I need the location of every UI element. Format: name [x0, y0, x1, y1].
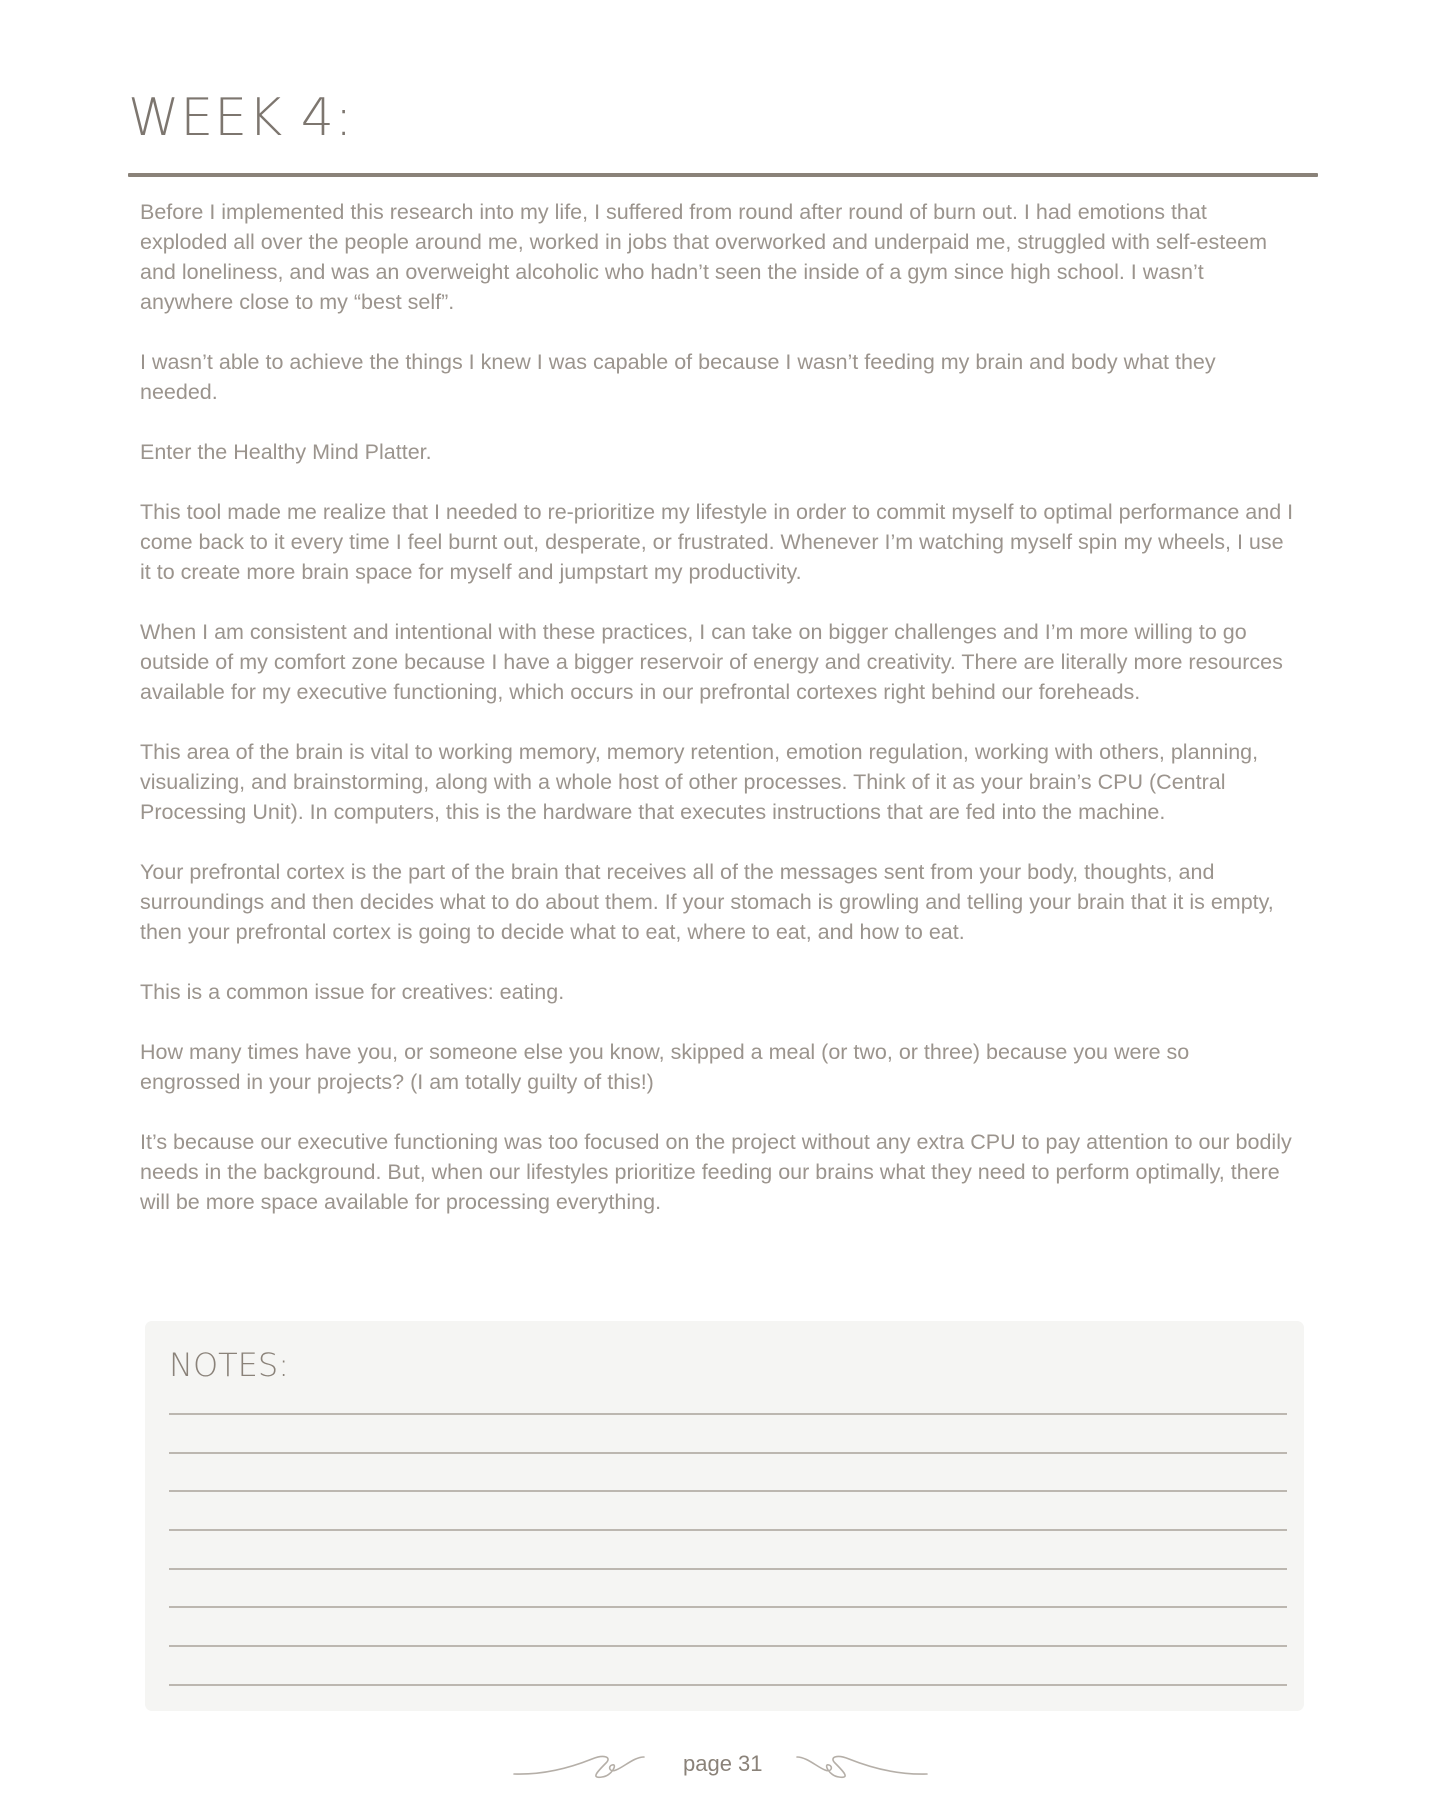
page-footer — [0, 1745, 1445, 1785]
notes-box[interactable] — [145, 1321, 1304, 1711]
paragraph: I wasn’t able to achieve the things I knew I was capable of because I wasn’t feeding my brain and body what they needed. — [140, 350, 1216, 404]
note-line[interactable] — [169, 1452, 1287, 1454]
body-text — [140, 197, 1295, 1217]
note-line[interactable] — [169, 1529, 1287, 1531]
note-line[interactable] — [169, 1413, 1287, 1415]
paragraph: This area of the brain is vital to working memory, memory retention, emotion regulation, working with others, planning, visualizing, and brainstorming, along with a whole host of other processes. Think of it as your brain’s CPU (Central Processing Unit). In computers, this is the hardware that executes instructions that are fed into the machine. — [140, 740, 1259, 824]
title-divider — [128, 173, 1318, 177]
flourish-right-icon — [795, 1749, 929, 1781]
paragraph: This tool made me realize that I needed to re-prioritize my lifestyle in order to commit myself to optimal performance and I come back to it every time I feel burnt out, desperate, or frustrated. Whenever I’m watching myself spin my wheels, I use it to create more brain space for myself and jumpstart my productivity. — [140, 500, 1294, 584]
flourish-left-icon — [512, 1749, 646, 1781]
paragraph: Enter the Healthy Mind Platter. — [140, 440, 432, 464]
paragraph: Before I implemented this research into my life, I suffered from round after round of burn out. I had emotions that exploded all over the people around me, worked in jobs that overworked and underpaid me, struggled with self-esteem and loneliness, and was an overweight alcoholic who hadn’t seen the inside of a gym since high school. I wasn’t anywhere close to my “best self”. — [140, 200, 1268, 314]
paragraph: How many times have you, or someone else you know, skipped a meal (or two, or three) because you were so engrossed in your projects? (I am totally guilty of this!) — [140, 1040, 1190, 1094]
paragraph: This is a common issue for creatives: eating. — [140, 980, 565, 1004]
note-line[interactable] — [169, 1684, 1287, 1686]
page-number: page 31 — [683, 1751, 763, 1776]
note-line[interactable] — [169, 1490, 1287, 1492]
paragraph: When I am consistent and intentional with these practices, I can take on bigger challenges and I’m more willing to go outside of my comfort zone because I have a bigger reservoir of energy and creativity. There are literally more resources available for my executive functioning, which occurs in our prefrontal cortexes right behind our foreheads. — [140, 620, 1283, 704]
paragraph: It’s because our executive functioning was too focused on the project without any extra CPU to pay attention to our bodily needs in the background. But, when our lifestyles prioritize feeding our brains what they need to perform optimally, there will be more space available for processing everything. — [140, 1130, 1292, 1214]
paragraph: Your prefrontal cortex is the part of the brain that receives all of the messages sent from your body, thoughts, and surroundings and then decides what to do about them. If your stomach is growling and telling your brain that it is empty, then your prefrontal cortex is going to decide what to eat, where to eat, and how to eat. — [140, 860, 1274, 944]
note-line[interactable] — [169, 1606, 1287, 1608]
page-title: WEEK 4: — [128, 88, 354, 148]
note-line[interactable] — [169, 1645, 1287, 1647]
notes-label: NOTES: — [169, 1346, 289, 1384]
note-line[interactable] — [169, 1568, 1287, 1570]
